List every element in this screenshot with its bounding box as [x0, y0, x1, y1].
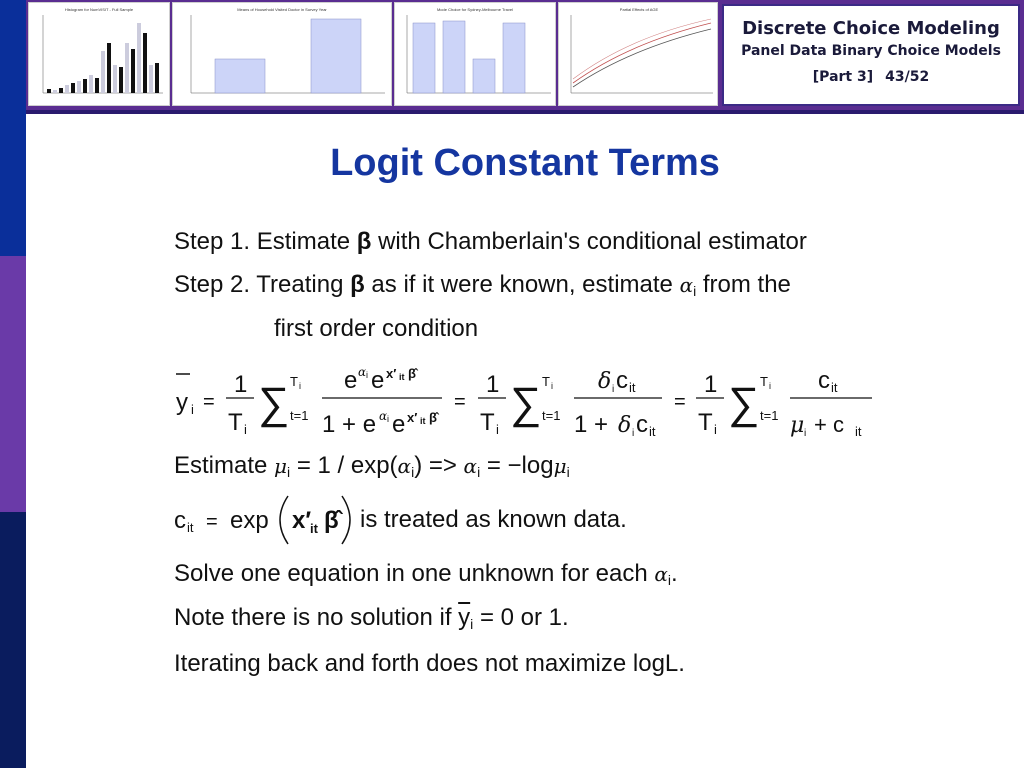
- note-line: [174, 604, 569, 632]
- part-label: [Part 3]: [812, 69, 874, 85]
- cit-formula: [172, 492, 362, 550]
- svg-text:i: i: [496, 422, 499, 437]
- step2-line: [174, 271, 791, 299]
- course-title-box: [722, 4, 1020, 106]
- part-page: [724, 69, 1018, 85]
- svg-text:T: T: [542, 374, 550, 389]
- svg-text:i: i: [632, 428, 635, 439]
- subscript-i: i: [566, 464, 570, 480]
- svg-text:c: c: [636, 411, 648, 438]
- svg-text:i: i: [769, 381, 771, 391]
- sidebar-block-top: [0, 0, 26, 256]
- svg-text:α: α: [358, 365, 367, 379]
- thumb-title: Partial Effects of AGE: [619, 7, 659, 12]
- svg-text:1 +: 1 +: [574, 411, 609, 438]
- mu-symbol: μ: [553, 454, 567, 478]
- svg-text:y: y: [176, 389, 188, 416]
- course-title: Discrete Choice Modeling: [742, 18, 1000, 39]
- iterate-line: Iterating back and forth does not maximize logL.: [174, 650, 685, 677]
- course-subtitle: Panel Data Binary Choice Models: [741, 43, 1001, 59]
- step2-continuation: first order condition: [274, 315, 479, 342]
- svg-text:1: 1: [486, 371, 500, 398]
- svg-text:i: i: [191, 402, 194, 417]
- svg-text:it: it: [831, 380, 838, 395]
- svg-text:it: it: [649, 424, 656, 439]
- svg-text:i: i: [299, 381, 301, 391]
- note-prefix: Note there is no solution if: [174, 604, 459, 631]
- header-divider: [26, 110, 1024, 114]
- line-chart-thumbnail: [558, 2, 718, 106]
- svg-text:t=1: t=1: [542, 408, 561, 423]
- svg-text:T: T: [698, 409, 713, 436]
- svg-text:i: i: [612, 384, 615, 395]
- solve-text: Solve one equation in one unknown for each: [174, 560, 655, 587]
- alpha-symbol: α: [397, 454, 412, 478]
- svg-text:i: i: [804, 428, 807, 439]
- step1-prefix: Step 1. Estimate: [174, 228, 357, 255]
- svg-text:μ: μ: [790, 413, 805, 438]
- svg-text:c: c: [174, 507, 186, 534]
- svg-text:∑: ∑: [510, 379, 542, 428]
- alpha-symbol: α: [463, 454, 478, 478]
- svg-text:α: α: [379, 409, 388, 423]
- page-number: 43/52: [885, 69, 930, 85]
- bar-chart-thumbnail: [172, 2, 392, 106]
- histogram-thumbnail: [28, 2, 170, 106]
- sidebar-block-bottom: [0, 512, 26, 768]
- svg-text:β̂: β̂: [324, 507, 339, 534]
- svg-text:i: i: [714, 422, 717, 437]
- svg-text:T: T: [760, 374, 768, 389]
- svg-text:x′: x′: [292, 507, 312, 534]
- step1-suffix: with Chamberlain's conditional estimator: [371, 228, 807, 255]
- svg-text:=: =: [206, 511, 218, 533]
- y-bar-symbol: $\overline{y}$: [458, 604, 471, 631]
- svg-text:1: 1: [234, 371, 248, 398]
- note-suffix: = 0 or 1.: [473, 604, 569, 631]
- svg-text:+ c: + c: [814, 412, 844, 437]
- solve-line: [174, 560, 678, 588]
- step2-middle: as if it were known, estimate: [364, 271, 680, 298]
- alpha-symbol: α: [679, 273, 694, 297]
- svg-text:e: e: [344, 367, 358, 394]
- estimate-line: [174, 452, 570, 480]
- sidebar-block-middle: [0, 256, 26, 512]
- svg-text:i: i: [551, 381, 553, 391]
- svg-text:c: c: [616, 367, 628, 394]
- first-order-condition-formula: [172, 358, 912, 448]
- subscript-i: i: [287, 464, 291, 480]
- beta-symbol: β: [356, 228, 372, 255]
- svg-text:δ: δ: [618, 413, 632, 438]
- step2-prefix: Step 2. Treating: [174, 271, 351, 298]
- svg-text:∑: ∑: [728, 379, 760, 428]
- step2-suffix: from the: [696, 271, 791, 298]
- thumb-title: Histogram for NumVISIT - Full Sample: [64, 7, 134, 12]
- subscript-i: i: [477, 464, 481, 480]
- svg-text:=: =: [203, 391, 215, 413]
- svg-text:c: c: [818, 367, 830, 394]
- svg-text:x′: x′: [386, 366, 397, 381]
- svg-text:T: T: [228, 409, 243, 436]
- left-sidebar: [0, 0, 26, 768]
- thumb-title: Mode Choice for Sydney-Melbourne Travel: [436, 7, 514, 12]
- svg-text:it: it: [420, 416, 426, 426]
- estimate-formula-c: = −log: [480, 452, 554, 479]
- beta-symbol: β: [350, 271, 365, 298]
- svg-text:=: =: [454, 391, 466, 413]
- svg-text:β̂: β̂: [408, 366, 416, 381]
- svg-text:1 + e: 1 + e: [322, 411, 377, 438]
- svg-text:1: 1: [704, 371, 718, 398]
- svg-text:x′: x′: [407, 410, 418, 425]
- mu-symbol: μ: [274, 454, 288, 478]
- estimate-word: Estimate: [174, 452, 275, 479]
- subscript-i: i: [411, 464, 415, 480]
- svg-text:exp: exp: [230, 507, 269, 534]
- svg-text:T: T: [290, 374, 298, 389]
- svg-text:δ: δ: [598, 369, 612, 394]
- svg-text:e: e: [371, 367, 385, 394]
- subscript-i: i: [470, 616, 474, 632]
- svg-text:it: it: [629, 380, 636, 395]
- svg-text:i: i: [244, 422, 247, 437]
- svg-text:T: T: [480, 409, 495, 436]
- svg-text:t=1: t=1: [290, 408, 309, 423]
- svg-text:i: i: [366, 370, 368, 380]
- estimate-formula-b: ) =>: [414, 452, 464, 479]
- cit-text: is treated as known data.: [360, 506, 627, 533]
- svg-text:∑: ∑: [258, 379, 290, 428]
- svg-text:t=1: t=1: [760, 408, 779, 423]
- alpha-symbol: α: [654, 562, 668, 586]
- svg-text:=: =: [674, 391, 686, 413]
- thumb-title: Means of Household Visited Doctor in Survey Year: [237, 7, 327, 12]
- svg-text:e: e: [392, 411, 406, 438]
- svg-text:it: it: [399, 372, 405, 382]
- svg-text:β̂: β̂: [429, 410, 437, 425]
- subscript-i: i: [667, 572, 671, 588]
- subscript-i: i: [693, 283, 697, 299]
- estimate-formula-a: = 1 / exp(: [290, 452, 398, 479]
- bar-chart-thumbnail-2: [394, 2, 556, 106]
- solve-end: .: [671, 560, 678, 587]
- svg-text:it: it: [187, 520, 194, 535]
- slide-title: Logit Constant Terms: [330, 142, 720, 184]
- svg-text:it: it: [855, 424, 862, 439]
- svg-text:it: it: [310, 521, 318, 536]
- svg-text:i: i: [387, 414, 389, 424]
- step1-line: [174, 228, 807, 256]
